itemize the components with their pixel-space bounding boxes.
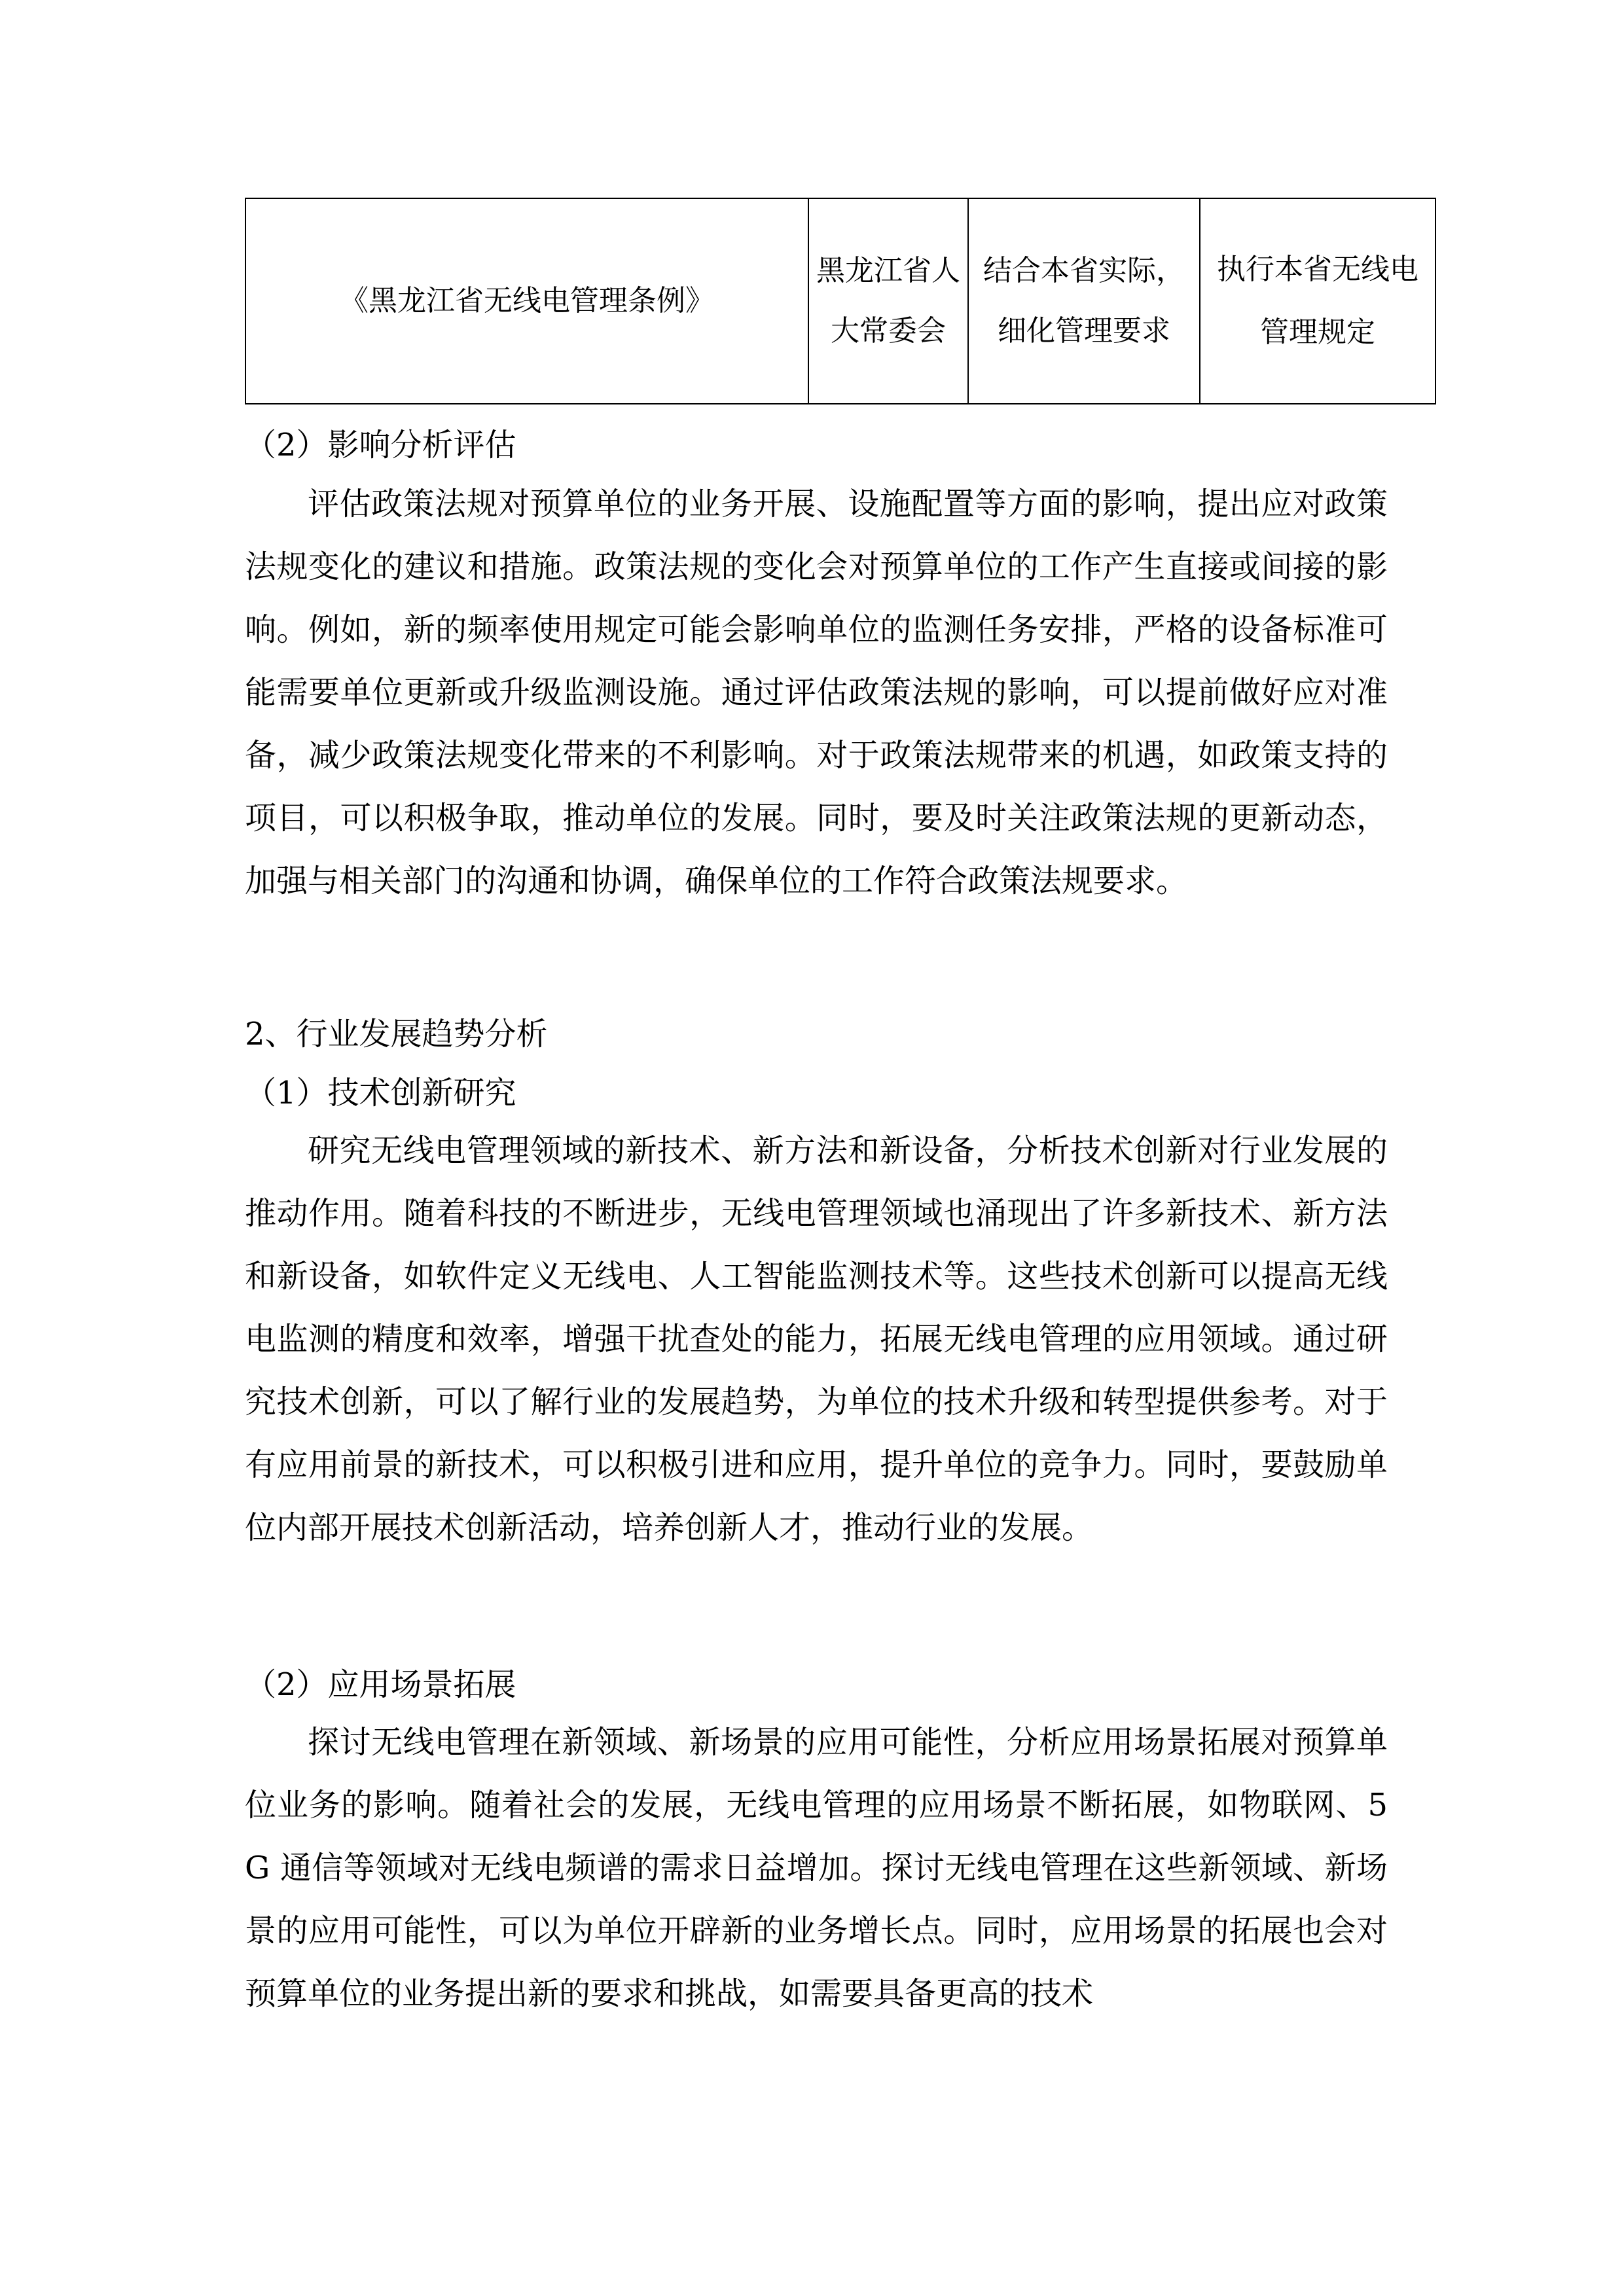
issuer-cell	[808, 198, 968, 404]
table-row	[245, 198, 1435, 404]
regulation-name-cell	[245, 198, 808, 404]
regulation-table	[245, 198, 1436, 404]
tech-paragraph: 研究无线电管理领域的新技术、新方法和新设备，分析技术创新对行业发展的推动作用。随着科技的不断进步，无线电管理领域也涌现出了许多新技术、新方法和新设备，如软件定义无线电、人工智能监测技术等。这些技术创新可以提高无线电监测的精度和效率，增强干扰查处的能力，拓展无线电管理的应用领域。通过研究技术创新，可以了解行业的发展趋势，为单位的技术升级和转型提供参考。对于有应用前景的新技术，可以积极引进和应用，提升单位的竞争力。同时，要鼓励单位内部开展技术创新活动，培养创新人才，推动行业的发展。	[245, 1132, 1388, 1546]
scenario-heading: （2）应用场景拓展	[245, 1666, 516, 1703]
trend-heading: 2、行业发展趋势分析	[245, 1016, 548, 1052]
content-cell	[968, 198, 1200, 404]
scenario-paragraph: 探讨无线电管理在新领域、新场景的应用可能性，分析应用场景拓展对预算单位业务的影响。随着社会的发展，无线电管理的应用场景不断拓展，如物联网、5G 通信等领域对无线电频谱的需求日益增加。探讨无线电管理在这些新领域、新场景的应用可能性，可以为单位开辟新的业务增长点。同时，应用场景的拓展也会对预算单位的业务提出新的要求和挑战，如需要具备更高的技术	[245, 1724, 1388, 2012]
impact-heading: （2）影响分析评估	[245, 427, 516, 463]
issuer-text: 黑龙江省人大常委会	[816, 254, 960, 348]
purpose-text: 执行本省无线电管理规定	[1217, 253, 1418, 349]
impact-paragraph: 评估政策法规对预算单位的业务开展、设施配置等方面的影响，提出应对政策法规变化的建议和措施。政策法规的变化会对预算单位的工作产生直接或间接的影响。例如，新的频率使用规定可能会影响单位的监测任务安排，严格的设备标准可能需要单位更新或升级监测设施。通过评估政策法规的影响，可以提前做好应对准备，减少政策法规变化带来的不利影响。对于政策法规带来的机遇，如政策支持的项目，可以积极争取，推动单位的发展。同时，要及时关注政策法规的更新动态，加强与相关部门的沟通和协调，确保单位的工作符合政策法规要求。	[245, 486, 1388, 899]
tech-heading: （1）技术创新研究	[245, 1075, 516, 1111]
regulation-name: 《黑龙江省无线电管理条例》	[340, 284, 714, 317]
content-text: 结合本省实际，细化管理要求	[983, 254, 1185, 348]
purpose-cell	[1200, 198, 1435, 404]
